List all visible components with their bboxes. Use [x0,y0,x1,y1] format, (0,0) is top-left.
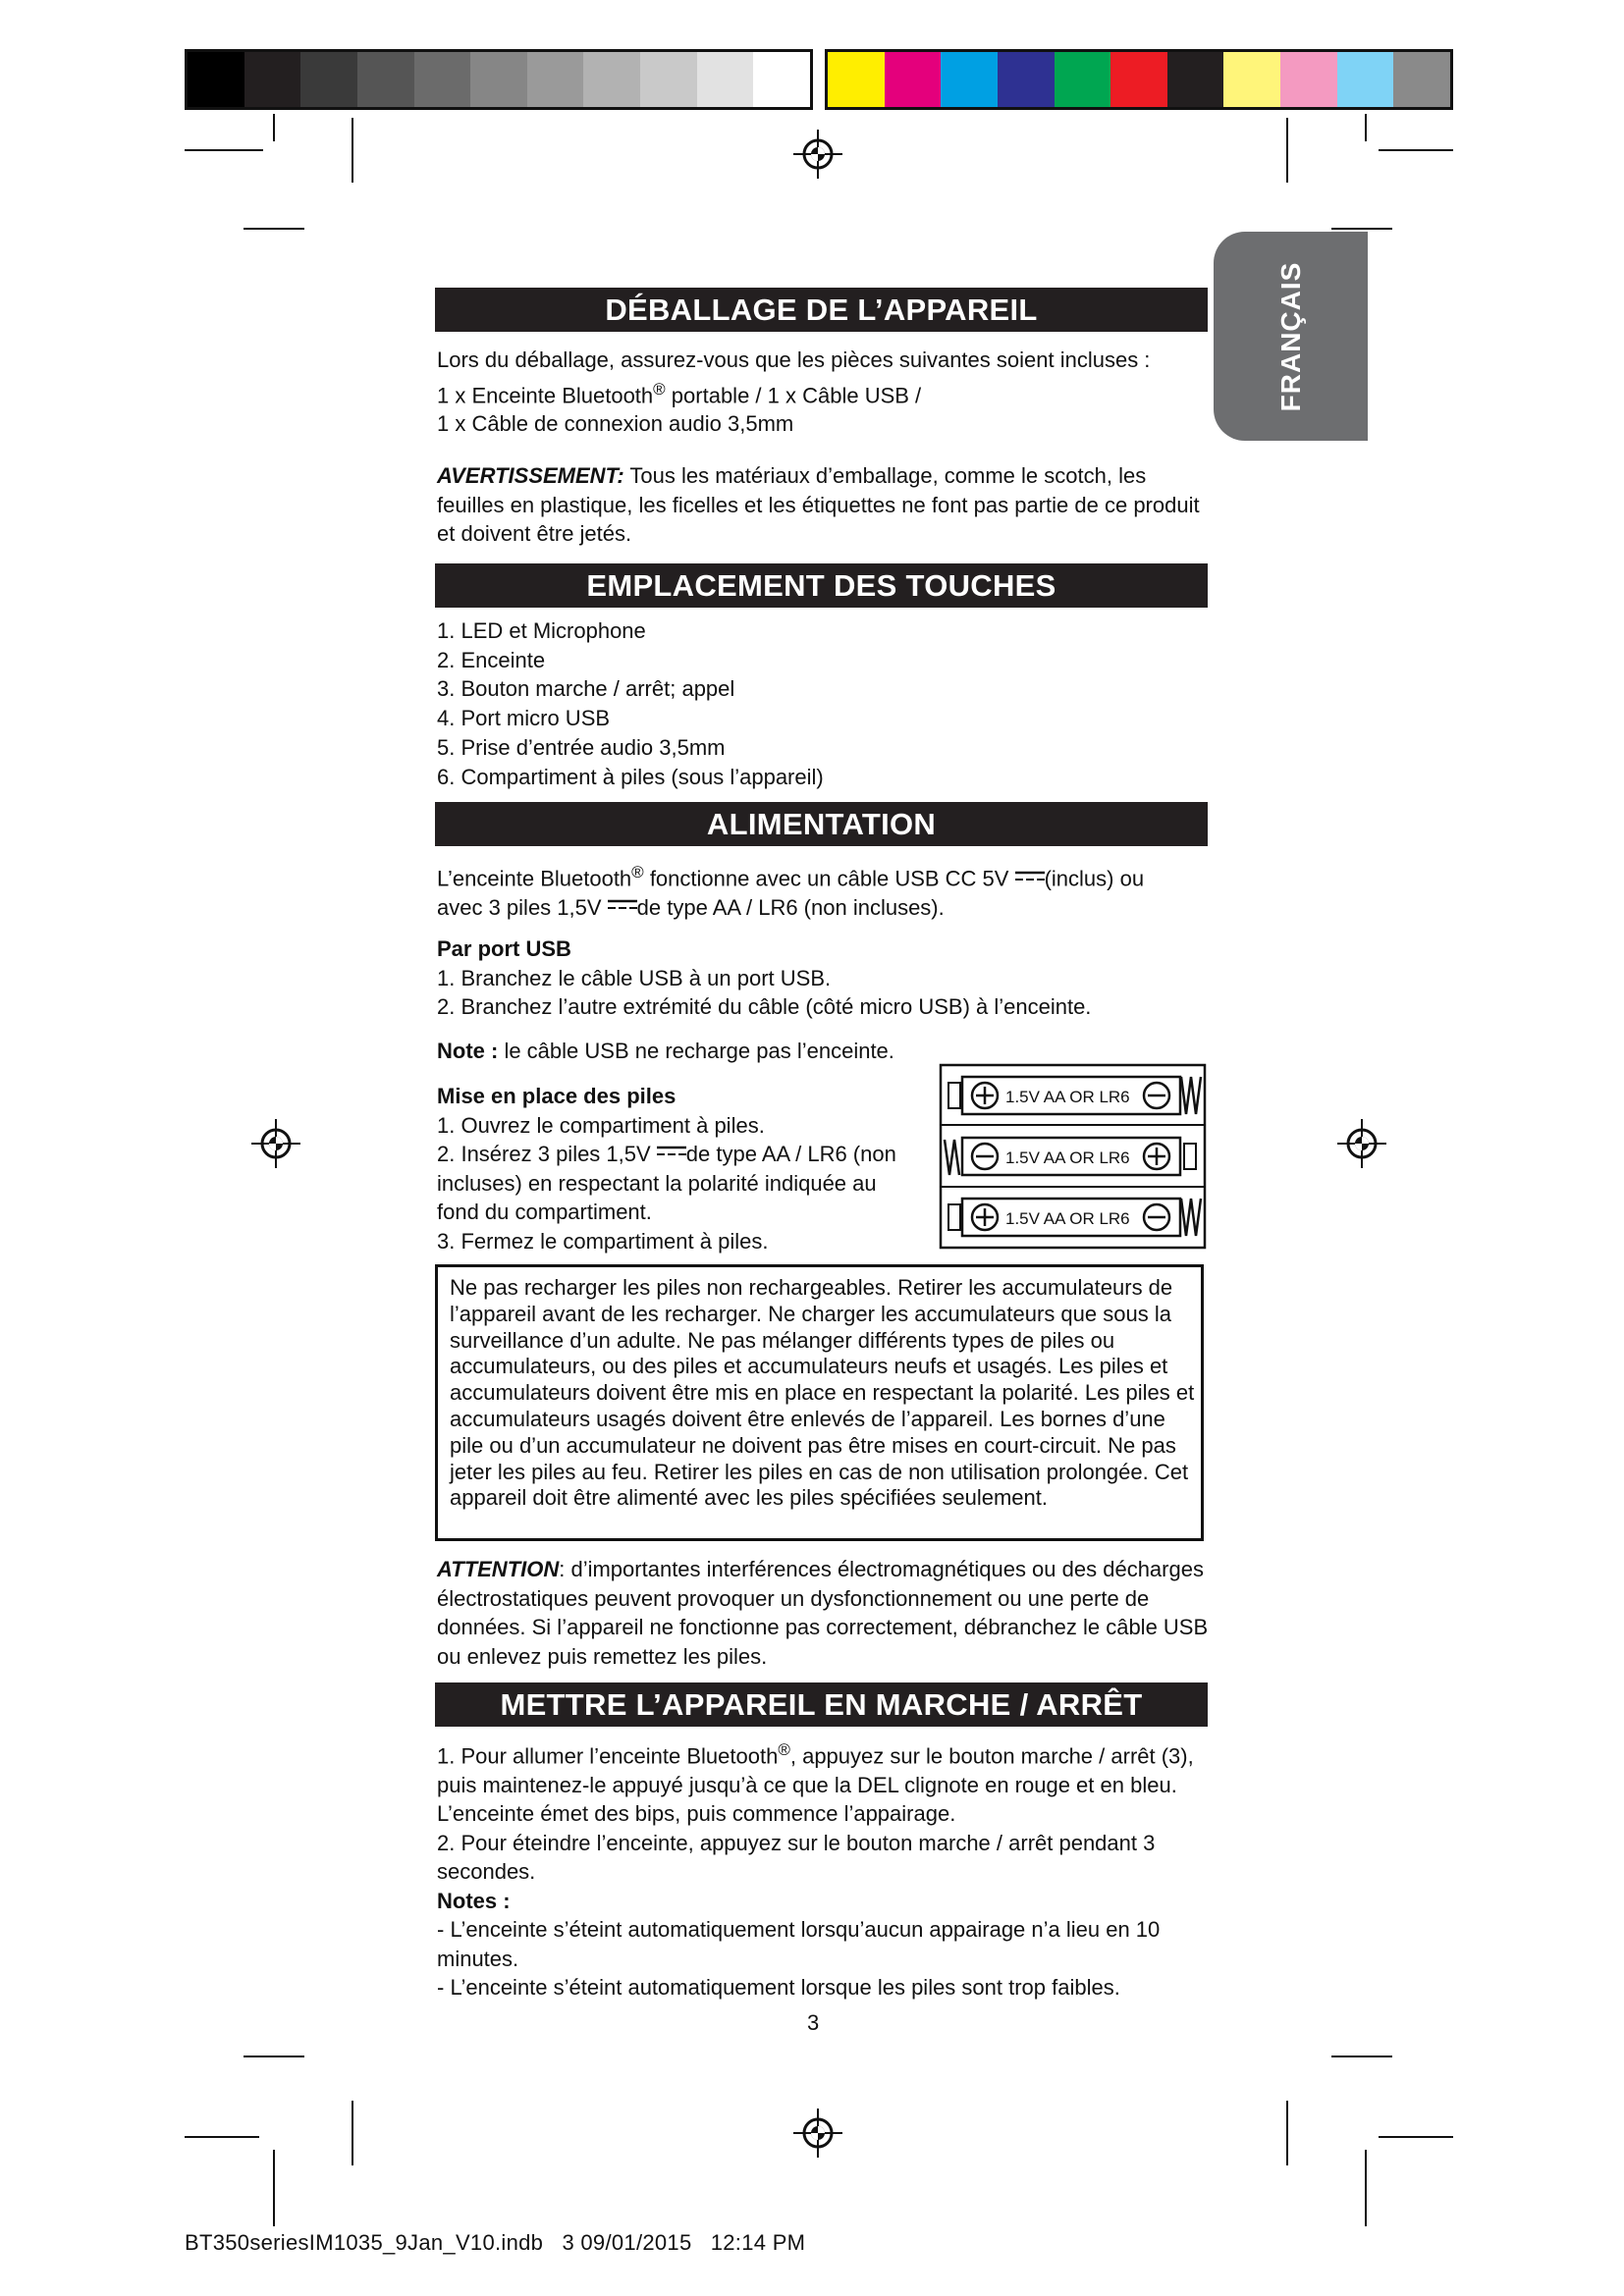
section-header-power: ALIMENTATION [435,802,1208,846]
attention-text: ATTENTION: d’importantes interférences électromagnétiques ou des décharges électrostatiques peuvent provoquer un dysfonctionnement ou une perte de données. Si l’appareil ne fonctionne pas correctement, débranchez le câble USB ou enlevez puis remettez les piles. [437,1557,1209,1669]
battery-compartment-diagram [939,1063,1207,1250]
battery-slot [948,1199,1201,1236]
registration-mark-icon [1335,1117,1388,1170]
section-header-onoff: METTRE L’APPAREIL EN MARCHE / ARRÊT [435,1682,1208,1727]
dc-symbol-icon [608,898,637,912]
usb-instructions: Par port USB 1. Branchez le câble USB à un port USB. 2. Branchez l’autre extrémité du câble (côté micro USB) à l’enceinte. [437,936,1092,1019]
color-swatch [753,52,810,107]
list-item: 4. Port micro USB [437,706,611,731]
section-header-buttons: EMPLACEMENT DES TOUCHES [435,563,1208,608]
process-color-bar [825,49,1453,110]
crop-mark [185,149,263,151]
color-swatch [357,52,414,107]
language-tab [1214,232,1368,441]
color-swatch [1110,52,1167,107]
crop-mark [1286,2101,1288,2165]
buttons-list [437,616,1213,791]
color-swatch [527,52,584,107]
registration-mark-icon [791,2107,844,2160]
battery-slot [945,1138,1196,1175]
dc-symbol-icon [657,1145,686,1158]
color-swatch [188,52,244,107]
color-swatch [300,52,357,107]
color-swatch [1337,52,1394,107]
page-number: 3 [807,2010,820,2035]
language-tab-label: FRANÇAIS [1274,261,1306,411]
crop-mark [244,228,304,230]
crop-mark [352,118,353,183]
list-item: 3. Bouton marche / arrêt; appel [437,676,735,702]
registration-mark-icon [249,1117,302,1170]
spring-icon [1181,1199,1201,1236]
battery-instructions: Mise en place des piles 1. Ouvrez le compartiment à piles. 2. Insérez 3 piles 1,5V de type AA / LR6 (non incluses) en respectant la polarité indiquée au fond du compartiment. 3. Fermez le compartiment à piles. [437,1084,896,1254]
color-swatch [1280,52,1337,107]
battery-warning-box: Ne pas recharger les piles non rechargeables. Retirer les accumulateurs de l’appareil avant de les recharger. Ne charger les accumulateurs que sous la surveillance d’un adulte. Ne pas mélanger différents types de piles ou accumulateurs, ou des piles et accumulateurs neufs et usagés. Les piles et accumulateurs doivent être mis en place en respectant la polarité. Les piles et accumulateurs usagés doivent être enlevés de l’appareil. Les bornes d’une pile ou d’un accumulateur ne doivent pas être mises en court-circuit. Ne pas jeter les piles au feu. Retirer les piles en cas de non utilisation prolongée. Cet appareil doit être alimenté avec les piles spécifiées seulement. [435,1264,1204,1541]
spring-icon [945,1140,959,1175]
color-swatch [1055,52,1111,107]
print-footer: BT350seriesIM1035_9Jan_V10.indb 3 09/01/2015 12:14 PM [185,2230,806,2255]
crop-mark [1331,2056,1392,2057]
battery-label: 1.5V AA OR LR6 [1005,1088,1130,1106]
color-swatch [697,52,754,107]
crop-mark [273,2150,275,2226]
crop-mark [1365,114,1367,141]
color-swatch [244,52,301,107]
power-intro: L’enceinte Bluetooth® fonctionne avec un câble USB CC 5V (inclus) ou avec 3 piles 1,5V de type AA / LR6 (non incluses). [437,863,1145,920]
onoff-text: 1. Pour allumer l’enceinte Bluetooth®, appuyez sur le bouton marche / arrêt (3), puis maintenez-le appuyé jusqu’à ce que la DEL clignote en rouge et en bleu. L’enceinte émet des bips, puis commence l’appairage. 2. Pour éteindre l’enceinte, appuyez sur le bouton marche / arrêt pendant 3 secondes. Notes : - L’enceinte s’éteint automatiquement lorsqu’aucun appairage n’a lieu en 10 minutes. - L’enceinte s’éteint automatiquement lorsque les piles sont trop faibles. [437,1740,1194,2001]
crop-mark [244,2056,304,2057]
battery-label: 1.5V AA OR LR6 [1005,1148,1130,1167]
crop-mark [1365,2150,1367,2226]
battery-label: 1.5V AA OR LR6 [1005,1209,1130,1228]
color-swatch [640,52,697,107]
list-item: 1. LED et Microphone [437,618,646,643]
color-swatch [998,52,1055,107]
list-item: 5. Prise d’entrée audio 3,5mm [437,734,726,760]
registration-mark-icon [791,128,844,181]
section-header-unpacking: DÉBALLAGE DE L’APPAREIL [435,288,1208,332]
color-swatch [1223,52,1280,107]
unpacking-warning: AVERTISSEMENT: Tous les matériaux d’emballage, comme le scotch, les feuilles en plastique, les ficelles et les étiquettes ne font pas partie de ce produit et doivent être jetés. [437,463,1200,546]
crop-mark [1286,118,1288,183]
color-swatch [885,52,942,107]
color-swatch [470,52,527,107]
unpacking-text: Lors du déballage, assurez-vous que les pièces suivantes soient incluses : 1 x Enceinte Bluetooth® portable / 1 x Câble USB / 1 x Câble de connexion audio 3,5mm [437,347,1151,437]
crop-mark [1379,149,1453,151]
list-item: 2. Enceinte [437,647,546,672]
crop-mark [352,2101,353,2165]
color-swatch [1167,52,1224,107]
list-item: 6. Compartiment à piles (sous l’appareil) [437,764,824,789]
crop-mark [273,114,275,141]
dc-symbol-icon [1015,870,1045,883]
color-swatch [941,52,998,107]
spring-icon [1181,1077,1201,1114]
usb-note: Note : le câble USB ne recharge pas l’enceinte. [437,1039,894,1063]
battery-slot [948,1077,1201,1114]
crop-mark [185,2136,259,2138]
crop-mark [1379,2136,1453,2138]
grayscale-color-bar [185,49,813,110]
color-swatch [414,52,471,107]
color-swatch [583,52,640,107]
color-swatch [828,52,885,107]
crop-mark [1331,228,1392,230]
color-swatch [1393,52,1450,107]
